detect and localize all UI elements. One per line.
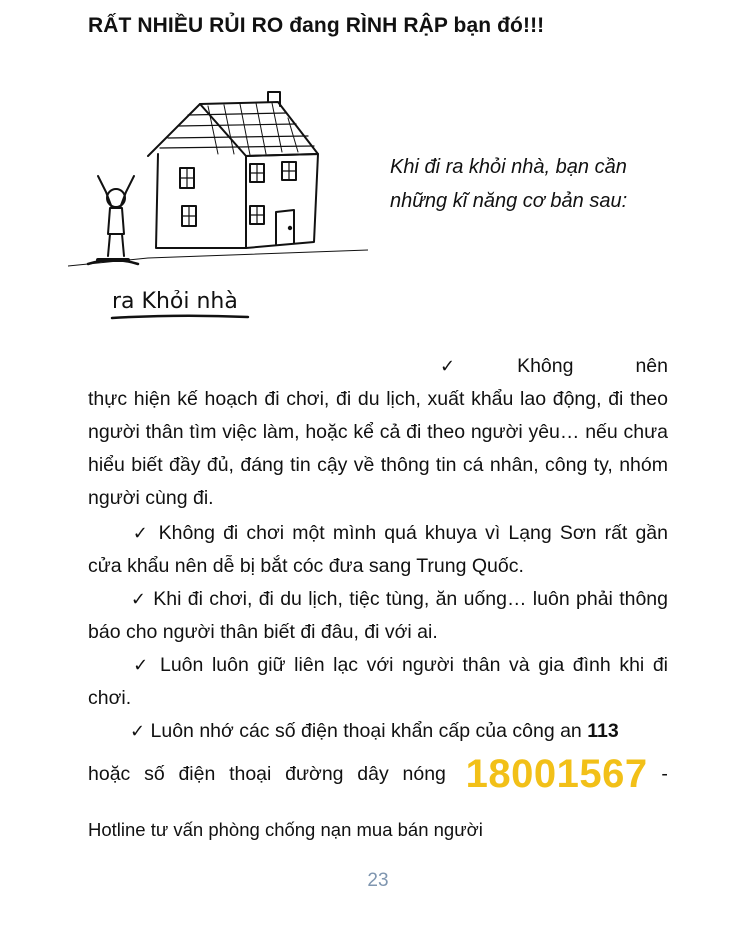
tip-2-text: Không đi chơi một mình quá khuya vì Lạng Sơn rất gần cửa khẩu nên dễ bị bắt cóc đưa sang Trung Quốc. bbox=[88, 522, 668, 577]
page-heading: RẤT NHIỀU RỦI RO đang RÌNH RẬP bạn đó!!! bbox=[88, 14, 545, 37]
checkmark-icon: ✓ bbox=[440, 356, 456, 377]
tip-3 bbox=[88, 583, 668, 649]
checkmark-icon: ✓ bbox=[130, 589, 147, 610]
illustration-caption: ra Khỏi nhà bbox=[112, 289, 238, 314]
side-note-line-1: Khi đi ra khỏi nhà, bạn cần bbox=[390, 156, 627, 178]
tip-2 bbox=[88, 517, 668, 583]
tip-1-first-line bbox=[440, 350, 668, 383]
hotline-number: 18001567 bbox=[465, 752, 648, 796]
house-illustration bbox=[68, 88, 368, 328]
page-number: 23 bbox=[367, 870, 389, 891]
hotline-row bbox=[88, 752, 668, 797]
side-note bbox=[390, 150, 690, 218]
tip-4-text: Luôn luôn giữ liên lạc với người thân và gia đình khi đi chơi. bbox=[88, 654, 668, 709]
checkmark-icon: ✓ bbox=[130, 655, 152, 676]
hotline-description: Hotline tư vấn phòng chống nạn mua bán người bbox=[88, 819, 483, 840]
tip-5 bbox=[88, 715, 668, 748]
tip-1 bbox=[88, 350, 668, 515]
hotline-word: nóng bbox=[402, 763, 446, 785]
hotline-word: đường bbox=[285, 763, 344, 785]
tip-4 bbox=[88, 649, 668, 715]
hotline-word: dây bbox=[357, 763, 389, 785]
checkmark-icon: ✓ bbox=[130, 523, 151, 544]
hotline-word: thoại bbox=[229, 763, 272, 785]
checkmark-icon: ✓ bbox=[130, 721, 146, 742]
hotline-word: hoặc bbox=[88, 763, 131, 785]
hotline-word: điện bbox=[178, 763, 216, 785]
side-note-line-2: những kĩ năng cơ bản sau: bbox=[390, 190, 628, 212]
hotline-dash: - bbox=[661, 763, 668, 785]
tip-1-text: thực hiện kế hoạch đi chơi, đi du lịch, xuất khẩu lao động, đi theo người thân tìm việc làm, hoặc kể cả đi theo người yêu… nếu chưa hiểu biết đầy đủ, đáng tin cậy về thông tin cá nhân, công ty, nhóm người cùng đi. bbox=[88, 388, 668, 509]
tip-1-first-word-end: nên bbox=[635, 355, 668, 377]
police-number: 113 bbox=[587, 720, 619, 742]
tip-1-first-word: Không bbox=[517, 355, 574, 377]
tip-3-text: Khi đi chơi, đi du lịch, tiệc tùng, ăn uống… luôn phải thông báo cho người thân biết đi đâu, đi với ai. bbox=[88, 588, 668, 643]
hotline-word: số bbox=[144, 763, 165, 785]
house-drawing bbox=[68, 88, 368, 328]
tip-5-text: Luôn nhớ các số điện thoại khẩn cấp của công an bbox=[150, 720, 582, 742]
